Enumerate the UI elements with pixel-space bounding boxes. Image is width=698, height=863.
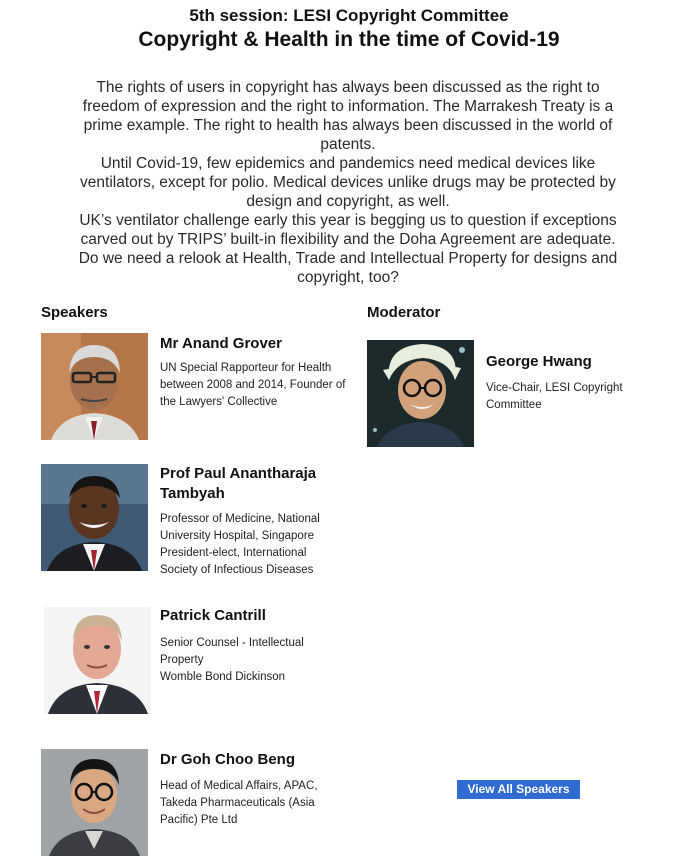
view-all-speakers-button[interactable]: View All Speakers bbox=[457, 780, 580, 799]
speaker-name: Mr Anand Grover bbox=[160, 335, 282, 352]
moderator-role: Vice-Chair, LESI Copyright Committee bbox=[486, 382, 623, 411]
description-paragraph-3: UK’s ventilator challenge early this year is begging us to question if exceptions carved out by TRIPS’ built-in flexibility and the Doha Agreement are adequate. Do we need a relook at Health, Trade and Intellectual Property for designs and copyright, too? bbox=[78, 212, 618, 286]
description bbox=[70, 78, 626, 287]
speakers-heading: Speakers bbox=[41, 304, 108, 321]
speaker-photo-paul-tambyah bbox=[41, 464, 148, 571]
speaker-name: Patrick Cantrill bbox=[160, 607, 266, 624]
speaker-role: Head of Medical Affairs, APAC, Takeda Pharmaceuticals (Asia Pacific) Pte Ltd bbox=[160, 780, 318, 826]
speaker-photo-goh-choo-beng bbox=[41, 749, 148, 856]
description-paragraph-2: Until Covid-19, few epidemics and pandemics need medical devices like ventilators, except for polio. Medical devices unlike drugs may be protected by design and copyright, as well. bbox=[80, 155, 616, 210]
moderator-heading: Moderator bbox=[367, 304, 441, 321]
moderator-photo-george-hwang bbox=[367, 340, 474, 447]
speaker-role: Senior Counsel - Intellectual Property bbox=[160, 637, 304, 666]
page-title: Copyright & Health in the time of Covid-19 bbox=[138, 28, 560, 51]
description-paragraph-1: The rights of users in copyright has always been discussed as the right to freedom of expression and the right to information. The Marrakesh Treaty is a prime example. The right to health has always been discussed in the world of patents. bbox=[82, 79, 614, 153]
speaker-name: Dr Goh Choo Beng bbox=[160, 751, 295, 768]
speaker-photo-anand-grover bbox=[41, 333, 148, 440]
speaker-photo-patrick-cantrill bbox=[44, 607, 151, 714]
session-label: 5th session: LESI Copyright Committee bbox=[189, 6, 509, 25]
speaker-role: UN Special Rapporteur for Health between 2008 and 2014, Founder of the Lawyers' Collective bbox=[160, 362, 346, 408]
speaker-name: Prof Paul Anantharaja Tambyah bbox=[160, 465, 317, 502]
speaker-organization: Womble Bond Dickinson bbox=[160, 671, 286, 683]
moderator-name: George Hwang bbox=[486, 353, 592, 370]
speaker-role: Professor of Medicine, National University Hospital, Singapore President-elect, International Society of Infectious Diseases bbox=[160, 513, 320, 576]
